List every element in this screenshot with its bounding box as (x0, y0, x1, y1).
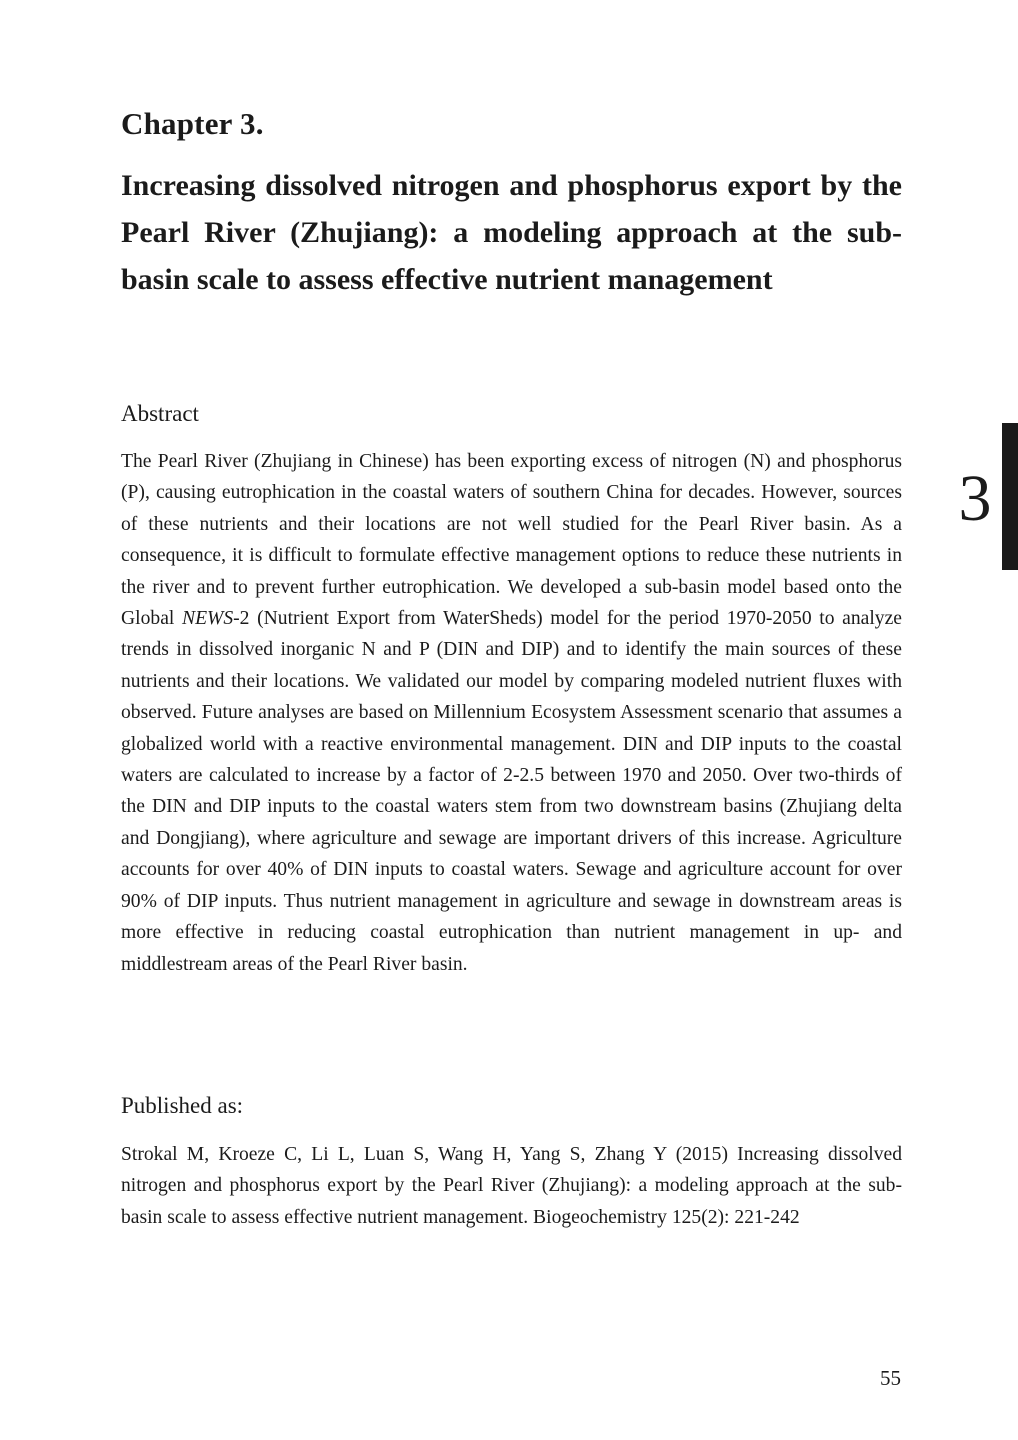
abstract-paragraph (121, 446, 902, 980)
published-as-heading: Published as: (121, 1093, 244, 1118)
chapter-label: Chapter 3. (121, 106, 264, 141)
chapter-tab-number: 3 (958, 462, 992, 535)
chapter-title: Increasing dissolved nitrogen and phosphorus export by the Pearl River (Zhujiang): a modeling approach at the sub-basin scale to assess effective nutrient management (121, 169, 902, 296)
citation-paragraph: Strokal M, Kroeze C, Li L, Luan S, Wang H, Yang S, Zhang Y (2015) Increasing dissolved nitrogen and phosphorus export by the Pearl River (Zhujiang): a modeling approach at the sub-basin scale to assess effective nutrient management. Biogeochemistry 125(2): 221-242 (121, 1144, 902, 1228)
abstract-italic-term: NEWS (182, 608, 234, 630)
page-number: 55 (880, 1366, 901, 1390)
abstract-text-part2: -2 (Nutrient Export from WaterSheds) model for the period 1970-2050 to analyze trends in dissolved inorganic N and P (DIN and DIP) and to identify the main sources of these nutrients and their locations. We validated our model by comparing modeled nutrient fluxes with observed. Future analyses are based on Millennium Ecosystem Assessment scenario that assumes a globalized world with a reactive environmental management. DIN and DIP inputs to the coastal waters are calculated to increase by a factor of 2-2.5 between 1970 and 2050. Over two-thirds of the DIN and DIP inputs to the coastal waters stem from two downstream basins (Zhujiang delta and Dongjiang), where agriculture and sewage are important drivers of this increase. Agriculture accounts for over 40% of DIN inputs to coastal waters. Sewage and agriculture account for over 90% of DIP inputs. Thus nutrient management in agriculture and sewage in downstream areas is more effective in reducing coastal eutrophication than nutrient management in up- and middlestream areas of the Pearl River basin. (121, 608, 902, 975)
abstract-heading: Abstract (121, 401, 199, 426)
chapter-tab-marker (1002, 423, 1018, 570)
abstract-text-part1: The Pearl River (Zhujiang in Chinese) has been exporting excess of nitrogen (N) and phosphorus (P), causing eutrophication in the coastal waters of southern China for decades. However, sources of these nutrients and their locations are not well studied for the Pearl River basin. As a consequence, it is difficult to formulate effective management options to reduce these nutrients in the river and to prevent further eutrophication. We developed a sub-basin model based onto the Global (121, 451, 902, 630)
